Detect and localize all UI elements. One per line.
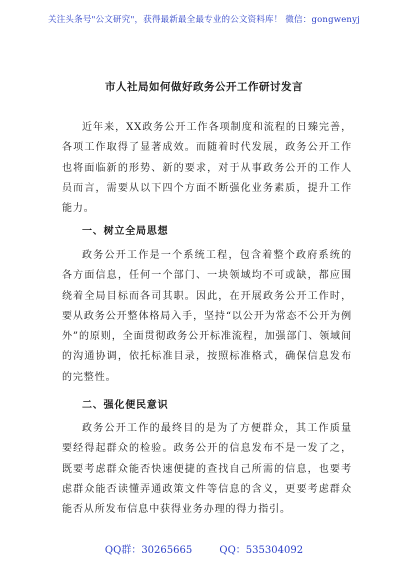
section-heading-1: 一、树立全局思想 xyxy=(82,226,169,237)
promo-banner: 关注头条号"公文研究"，获得最新最全最专业的公文资料库！ 微信：gongwenyj xyxy=(48,15,360,25)
paragraph-intro: 近年来，XX政务公开工作各项制度和流程的日臻完善，各项工作取得了显著成效。而随着时代发展，政务公开工作也将面临新的形势、新的要求，对于从事政务公开的工作人员而言，需要从以下四个方面不断强化业务素质，提升工作能力。 xyxy=(62,122,352,215)
qq-number: QQ：535304092 xyxy=(219,545,304,556)
document-title: 市人社局如何做好政务公开工作研讨发言 xyxy=(105,81,303,93)
qq-group: QQ群：30265665 xyxy=(104,545,193,556)
paragraph-section-2: 政务公开工作的最终目的是为了方便群众，其工作质量要经得起群众的检验。政务公开的信息发布不是一发了之，既要考虑群众能否快速便捷的查找自己所需的信息，也要考虑群众能否读懂弄通政策文件等信息的含义，更要考虑群众能否从所发布信息中获得业务办理的得力指引。 xyxy=(62,423,352,516)
section-heading-2: 二、强化便民意识 xyxy=(82,400,169,411)
paragraph-section-1: 政务公开工作是一个系统工程，包含着整个政府系统的各方面信息，任何一个部门、一块领域均不可或缺，都应围绕着全局目标而各司其职。因此，在开展政务公开工作时，要从政务公开整体格局入手，坚持“以公开为常态不公开为例外”的原则，全面贯彻政务公开标准流程，加强部门、领域间的沟通协调，依托标准目录，按照标准格式，确保信息发布的完整性。 xyxy=(62,250,352,383)
contact-footer xyxy=(0,541,408,556)
